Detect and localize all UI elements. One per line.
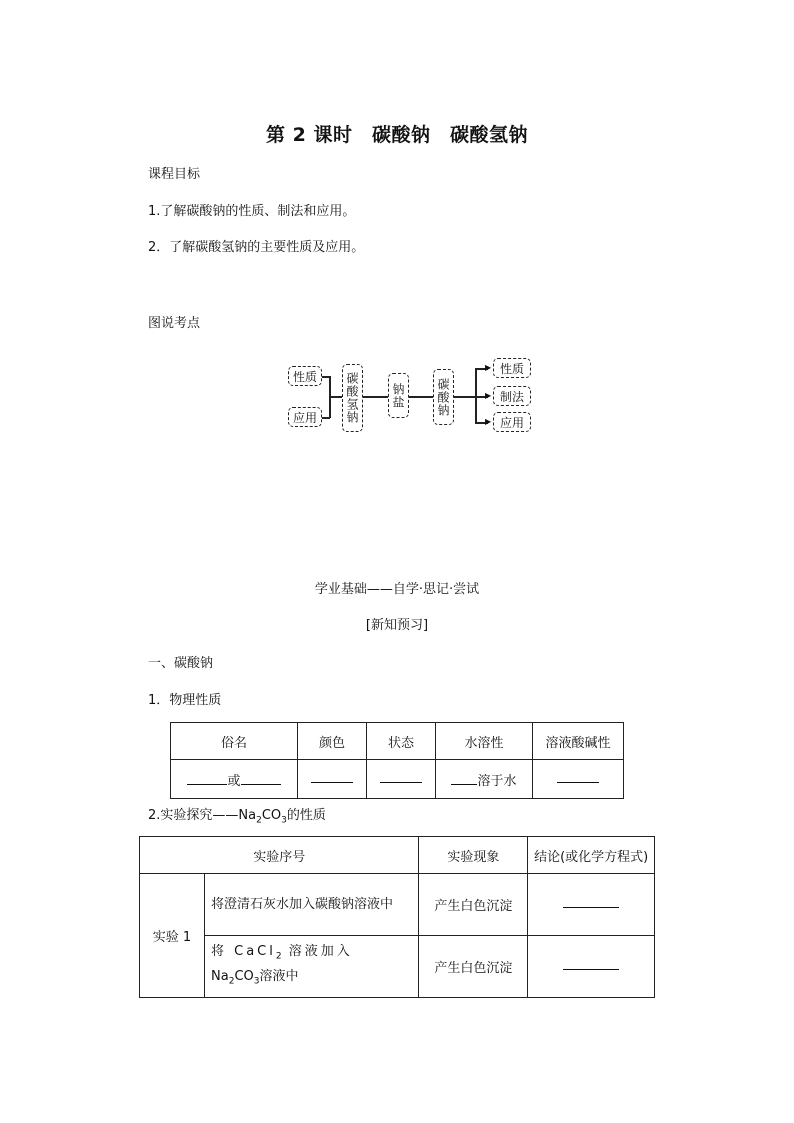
col-common-name: 俗名 — [171, 723, 298, 760]
diagram-nahco3: 碳酸氢钠 — [342, 364, 363, 432]
heading-physical-properties: 1．物理性质 — [148, 693, 222, 708]
diagram-heading: 图说考点 — [148, 316, 201, 331]
col-solubility: 水溶性 — [436, 723, 533, 760]
blank — [563, 959, 619, 970]
section-title: 学业基础——自学·思记·尝试 — [314, 582, 480, 597]
cell-common-name: 或 — [171, 760, 298, 799]
col-state: 状态 — [367, 723, 436, 760]
blank — [380, 772, 422, 783]
goals-heading: 课程目标 — [148, 167, 201, 182]
blank — [563, 897, 619, 908]
blank — [241, 774, 281, 785]
connector — [329, 396, 342, 398]
row2-phenomenon: 产生白色沉淀 — [419, 936, 528, 998]
cell-solubility: 溶于水 — [436, 760, 533, 799]
connector — [454, 396, 476, 398]
experiment-table — [139, 836, 655, 998]
experiment-label: 实验 1 — [140, 874, 205, 998]
cell-color — [298, 760, 367, 799]
blank — [451, 774, 477, 785]
col-acidity: 溶液酸碱性 — [533, 723, 624, 760]
diagram-right-application: 应用 — [493, 412, 531, 432]
col-experiment-no: 实验序号 — [140, 837, 419, 874]
goal-item-2: 2．了解碳酸氢钠的主要性质及应用。 — [148, 240, 365, 255]
row1-conclusion — [528, 874, 655, 936]
goal-item-1: 1.了解碳酸钠的性质、制法和应用。 — [148, 204, 356, 219]
arrow-head-icon: ▶ — [485, 363, 492, 372]
page-title: 第 2 课时 碳酸钠 碳酸氢钠 — [266, 124, 528, 146]
arrow-head-icon: ▶ — [485, 417, 492, 426]
diagram-left-property: 性质 — [288, 366, 322, 386]
col-color: 颜色 — [298, 723, 367, 760]
diagram-right-property: 性质 — [493, 358, 531, 378]
connector — [363, 396, 388, 398]
blank — [187, 774, 227, 785]
col-conclusion: 结论(或化学方程式) — [528, 837, 655, 874]
section-subtitle: [新知预习] — [365, 618, 429, 633]
heading-sodium-carbonate: 一、碳酸钠 — [148, 656, 214, 671]
row2-description: 将 CaCl$_2$ 溶液加入 $Na_2CO_3$溶液中 — [205, 936, 419, 998]
physical-properties-table — [170, 722, 624, 799]
diagram-right-preparation: 制法 — [493, 386, 531, 406]
col-phenomenon: 实验现象 — [419, 837, 528, 874]
row1-phenomenon: 产生白色沉淀 — [419, 874, 528, 936]
diagram-na2co3: 碳酸钠 — [433, 369, 454, 425]
blank — [311, 772, 353, 783]
heading-experiment: 2.实验探究$——Na_2CO_3$的性质 — [148, 808, 326, 826]
diagram-sodium-salt: 钠盐 — [388, 373, 409, 418]
diagram-left-application: 应用 — [288, 407, 322, 427]
cell-acidity — [533, 760, 624, 799]
arrow-head-icon: ▶ — [485, 391, 492, 400]
connector — [409, 396, 433, 398]
cell-state — [367, 760, 436, 799]
row2-conclusion — [528, 936, 655, 998]
row1-description: 将澄清石灰水加入碳酸钠溶液中 — [205, 874, 419, 936]
blank — [557, 772, 599, 783]
